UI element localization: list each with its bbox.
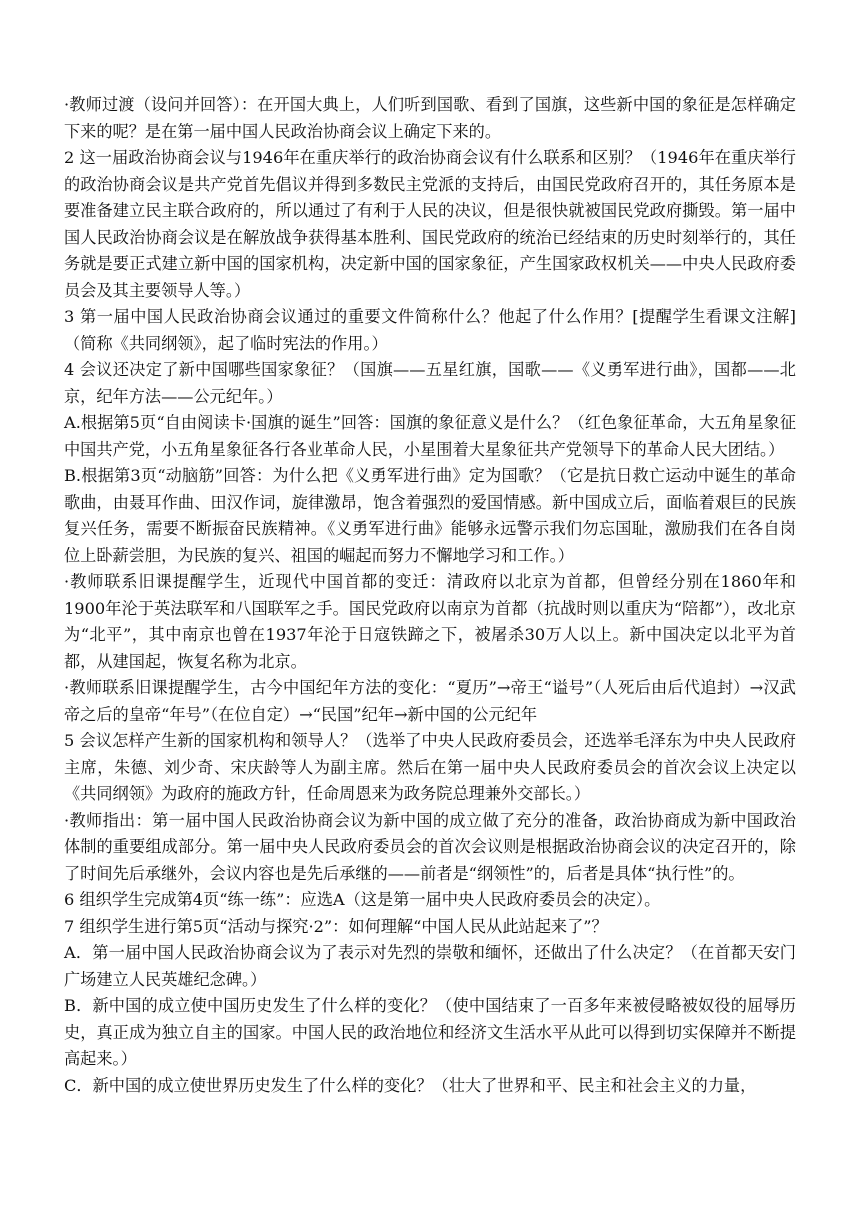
paragraph-teacher-capital: ·教师联系旧课提醒学生，近现代中国首都的变迁：清政府以北京为首都，但曾经分别在1860年和1900年沦于英法联军和八国联军之手。国民党政府以南京为首都（抗战时则以重庆为“陪都”），改北京为“北平”，其中南京也曾在1937年沦于日寇铁蹄之下，被屠杀30万人以上。新中国决定以北平为首都，从建国起，恢复名称为北京。	[64, 572, 796, 671]
paragraph-question-4b: B.根据第3页“动脑筋”回答：为什么把《义勇军进行曲》定为国歌？（它是抗日救亡运动中诞生的革命歌曲，由聂耳作曲、田汉作词，旋律激昂，饱含着强烈的爱国情感。新中国成立后，面临着艰巨的民族复兴任务，需要不断振奋民族精神。《义勇军进行曲》能够永远警示我们勿忘国耻，激励我们在各自岗位上卧薪尝胆，为民族的复兴、祖国的崛起而努力不懈地学习和工作。）	[64, 466, 796, 565]
paragraph-question-4: 4 会议还决定了新中国哪些国家象征？（国旗——五星红旗，国歌——《义勇军进行曲》，国都——北京，纪年方法——公元纪年。）	[64, 360, 796, 406]
document-body	[64, 92, 796, 1099]
paragraph-question-2: 2 这一届政治协商会议与1946年在重庆举行的政治协商会议有什么联系和区别？（1946年在重庆举行的政治协商会议是共产党首先倡议并得到多数民主党派的支持后，由国民党政府召开的，其任务原本是要准备建立民主联合政府的，所以通过了有利于人民的决议，但是很快就被国民党政府撕毁。第一届中国人民政治协商会议是在解放战争获得基本胜利、国民党政府的统治已经结束的历史时刻举行的，其任务就是要正式建立新中国的国家机构，决定新中国的国家象征，产生国家政权机关——中央人民政府委员会及其主要领导人等。）	[64, 148, 796, 300]
paragraph-question-4a: A.根据第5页“自由阅读卡·国旗的诞生”回答：国旗的象征意义是什么？（红色象征革命，大五角星象征中国共产党，小五角星象征各行各业革命人民，小星围着大星象征共产党领导下的革命人民大团结。）	[64, 413, 796, 459]
paragraph-question-7b: B．新中国的成立使中国历史发生了什么样的变化？（使中国结束了一百多年来被侵略被奴役的屈辱历史，真正成为独立自主的国家。中国人民的政治地位和经济文生活水平从此可以得到切实保障并不断提高起来。）	[64, 996, 796, 1068]
paragraph-teacher-calendar: ·教师联系旧课提醒学生，古今中国纪年方法的变化：“夏历”→帝王“谥号”（人死后由后代追封）→汉武帝之后的皇帝“年号”（在位自定）→“民国”纪年→新中国的公元纪年	[64, 678, 796, 724]
paragraph-question-5: 5 会议怎样产生新的国家机构和领导人？（选举了中央人民政府委员会，还选举毛泽东为中央人民政府主席，朱德、刘少奇、宋庆龄等人为副主席。然后在第一届中央人民政府委员会的首次会议上决定以《共同纲领》为政府的施政方针，任命周恩来为政务院总理兼外交部长。）	[64, 731, 796, 803]
paragraph-question-7c: C．新中国的成立使世界历史发生了什么样的变化？（壮大了世界和平、民主和社会主义的力量，	[64, 1075, 757, 1095]
paragraph-question-3: 3 第一届中国人民政治协商会议通过的重要文件简称什么？他起了什么作用？[提醒学生看课文注解]（简称《共同纲领》，起了临时宪法的作用。）	[64, 307, 796, 353]
paragraph-question-6: 6 组织学生完成第4页“练一练”：应选A（这是第一届中央人民政府委员会的决定）。	[64, 890, 661, 909]
paragraph-teacher-transition: ·教师过渡（设问并回答）：在开国大典上，人们听到国歌、看到了国旗，这些新中国的象征是怎样确定下来的呢？是在第一届中国人民政治协商会议上确定下来的。	[64, 95, 796, 141]
paragraph-question-7a: A．第一届中国人民政治协商会议为了表示对先烈的崇敬和缅怀，还做出了什么决定？（在首都天安门广场建立人民英雄纪念碑。）	[64, 943, 796, 989]
paragraph-question-7: 7 组织学生进行第5页“活动与探究·2”：如何理解“中国人民从此站起来了”？	[64, 916, 608, 936]
paragraph-teacher-points: ·教师指出：第一届中国人民政治协商会议为新中国的成立做了充分的准备，政治协商成为新中国政治体制的重要组成部分。第一届中央人民政府委员会的首次会议则是根据政治协商会议的决定召开的，除了时间先后承继外，会议内容也是先后承继的——前者是“纲领性”的，后者是具体“执行性”的。	[64, 810, 796, 883]
